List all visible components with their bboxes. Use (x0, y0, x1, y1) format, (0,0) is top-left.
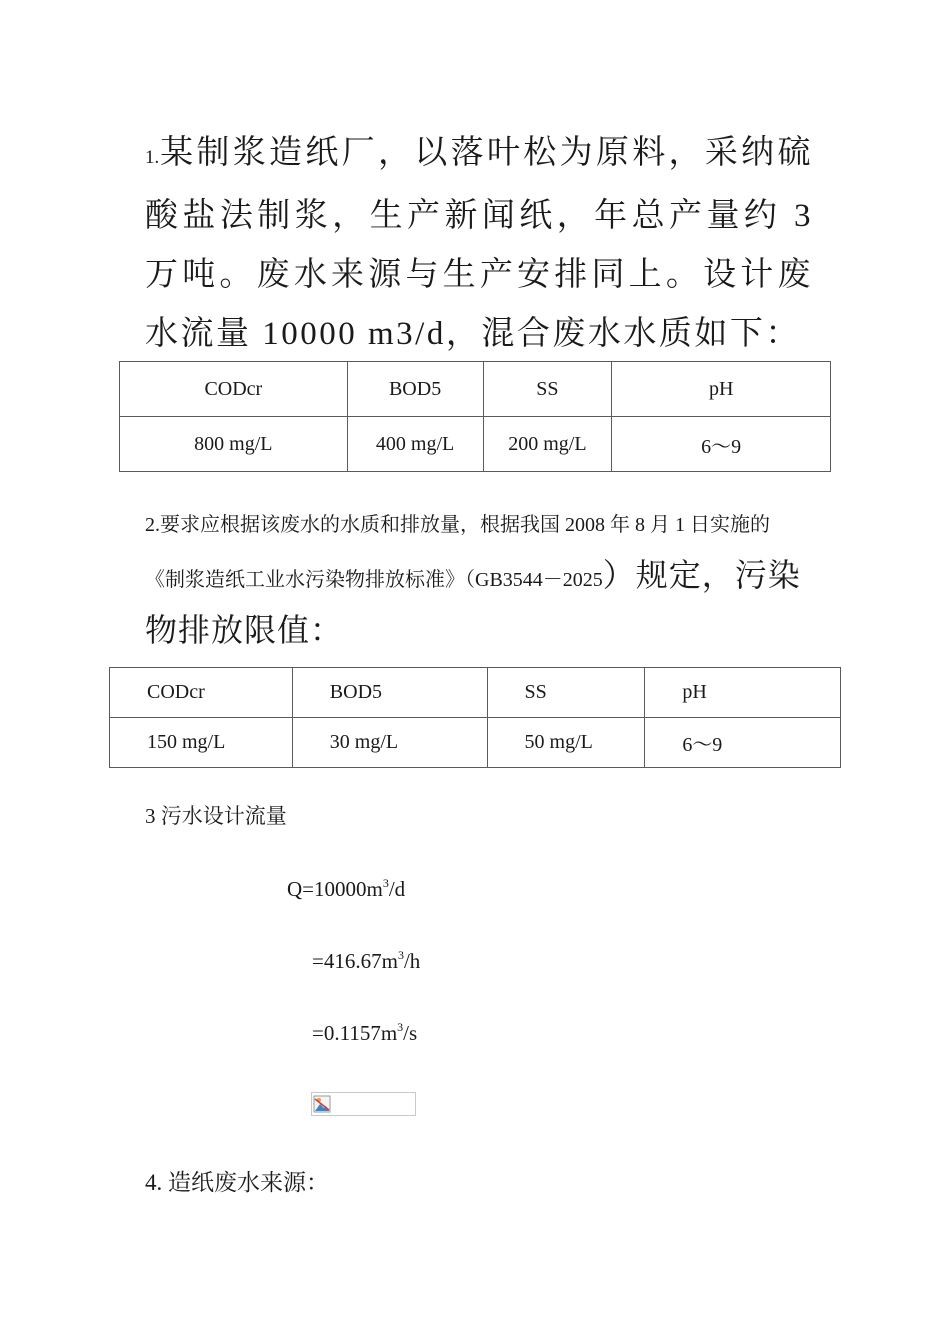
section-3-heading: 3 污水设计流量 (145, 804, 287, 828)
table-cell: 400 mg/L (347, 417, 483, 472)
table-header-cell: CODcr (120, 362, 348, 417)
table-header-cell: CODcr (110, 668, 293, 718)
table-header-cell: BOD5 (347, 362, 483, 417)
paragraph-1 (145, 124, 813, 364)
paragraph-2 (145, 500, 805, 660)
table-header-cell: pH (612, 362, 831, 417)
table-row (120, 417, 831, 472)
table-cell: 6～9 (612, 417, 831, 472)
paragraph-2-text: 2.要求应根据该废水的水质和排放量，根据我国 2008 年 8 月 1 日实施的《制浆造纸工业水污染物排放标准》（GB3544－2025 (145, 514, 770, 591)
table-row (110, 718, 841, 768)
equation-text: =0.1157m (312, 1021, 398, 1045)
flow-equation-daily (287, 876, 405, 902)
table-cell: 30 mg/L (292, 718, 487, 768)
equation-superscript: 3 (397, 948, 404, 962)
equation-unit: /d (388, 877, 406, 901)
equation-unit: /h (403, 949, 421, 973)
broken-image-icon (313, 1095, 331, 1113)
table-cell: 50 mg/L (487, 718, 645, 768)
flow-equation-hourly (312, 948, 420, 974)
image-placeholder (311, 1092, 416, 1116)
table-header-cell: BOD5 (292, 668, 487, 718)
table-header-row (120, 362, 831, 417)
table-cell: 200 mg/L (483, 417, 612, 472)
section-4-heading: 4. 造纸废水来源： (145, 1170, 329, 1195)
table-header-cell: pH (645, 668, 841, 718)
table-header-cell: SS (487, 668, 645, 718)
paragraph-1-number: 1. (145, 147, 160, 168)
paragraph-2-large-text: ）规定，污染物排放限值： (145, 557, 801, 648)
equation-superscript: 3 (382, 876, 389, 890)
influent-quality-table (119, 361, 831, 472)
table-cell: 800 mg/L (120, 417, 348, 472)
flow-equation-seconds (312, 1020, 417, 1046)
equation-text: Q=10000m (287, 877, 383, 901)
table-cell: 150 mg/L (110, 718, 293, 768)
table-header-row (110, 668, 841, 718)
equation-unit: /s (403, 1021, 418, 1045)
table-cell: 6～9 (645, 718, 841, 768)
table-header-cell: SS (483, 362, 612, 417)
equation-text: =416.67m (312, 949, 398, 973)
paragraph-1-text: 某制浆造纸厂，以落叶松为原料，采纳硫酸盐法制浆，生产新闻纸，年总产量约 3 万吨。废水来源与生产安排同上。设计废水流量 10000 m3/d，混合废水水质如下： (145, 135, 813, 352)
discharge-limits-table (109, 667, 841, 768)
equation-superscript: 3 (397, 1020, 404, 1034)
